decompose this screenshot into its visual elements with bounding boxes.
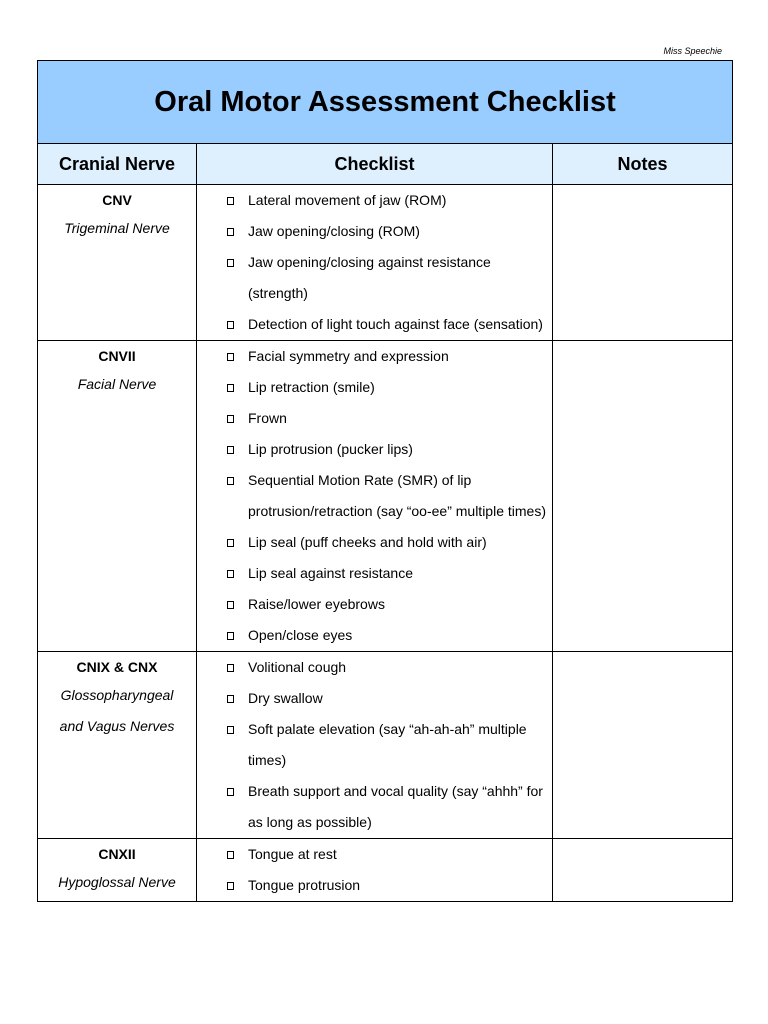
column-header-cranial-nerve: Cranial Nerve [38, 144, 197, 185]
checklist-item [224, 372, 546, 403]
checklist-item [224, 185, 546, 216]
checklist-item [224, 558, 546, 589]
nerve-row [38, 652, 733, 839]
notes-cell[interactable] [553, 652, 733, 839]
checklist-item [224, 839, 546, 870]
checkbox[interactable] [227, 539, 234, 547]
checklist-item-label: Detection of light touch against face (sensation) [248, 316, 543, 332]
checklist-item-label: Lateral movement of jaw (ROM) [248, 192, 447, 208]
checkbox[interactable] [227, 851, 234, 859]
checklist-cell [197, 839, 553, 902]
checklist-item [224, 247, 546, 309]
checkbox[interactable] [227, 726, 234, 734]
column-header-notes: Notes [553, 144, 733, 185]
nerve-code: CNXII [98, 846, 136, 862]
checklist-item [224, 341, 546, 372]
checklist [197, 652, 552, 838]
checklist-item-label: Lip protrusion (pucker lips) [248, 441, 413, 457]
checkbox[interactable] [227, 228, 234, 236]
nerve-name: Glossopharyngeal [60, 687, 174, 703]
checklist-item-label: Jaw opening/closing against resistance (strength) [248, 254, 491, 301]
checkbox[interactable] [227, 477, 234, 485]
checklist-item-label: Tongue at rest [248, 846, 337, 862]
notes-cell[interactable] [553, 185, 733, 341]
checklist-cell [197, 652, 553, 839]
nerve-rows [38, 185, 733, 902]
checkbox[interactable] [227, 384, 234, 392]
checkbox[interactable] [227, 446, 234, 454]
checklist [197, 185, 552, 340]
checkbox[interactable] [227, 788, 234, 796]
checklist-item-label: Volitional cough [248, 659, 347, 675]
nerve-name: Facial Nerve [77, 376, 157, 392]
checklist-item-label: Raise/lower eyebrows [248, 596, 385, 612]
checklist-item [224, 527, 546, 558]
checklist [197, 341, 552, 651]
checkbox[interactable] [227, 353, 234, 361]
checklist-item [224, 434, 546, 465]
checklist-item [224, 776, 546, 838]
nerve-name: Trigeminal Nerve [64, 220, 170, 236]
checklist-item-label: Open/close eyes [248, 627, 353, 643]
checklist-item [224, 465, 546, 527]
checklist-item [224, 589, 546, 620]
checklist-item-label: Sequential Motion Rate (SMR) of lip protrusion/retraction (say “oo-ee” multiple times) [248, 472, 546, 519]
nerve-row [38, 185, 733, 341]
nerve-code: CNVII [98, 348, 136, 364]
nerve-cell [38, 185, 197, 341]
checklist-item [224, 652, 546, 683]
checkbox[interactable] [227, 259, 234, 267]
nerve-row [38, 341, 733, 652]
checklist-item [224, 714, 546, 776]
nerve-cell [38, 652, 197, 839]
assessment-table [37, 60, 733, 902]
checklist-item-label: Lip seal (puff cheeks and hold with air) [248, 534, 487, 550]
checklist-item-label: Tongue protrusion [248, 877, 361, 893]
notes-cell[interactable] [553, 341, 733, 652]
checklist-item [224, 216, 546, 247]
nerve-name: and Vagus Nerves [59, 718, 175, 734]
checklist-item [224, 309, 546, 340]
page-title: Oral Motor Assessment Checklist [38, 61, 733, 144]
checklist [197, 839, 552, 901]
checklist-item-label: Frown [248, 410, 287, 426]
notes-cell[interactable] [553, 839, 733, 902]
nerve-code: CNIX & CNX [76, 659, 158, 675]
checklist-item-label: Facial symmetry and expression [248, 348, 449, 364]
nerve-row [38, 839, 733, 902]
nerve-code: CNV [102, 192, 132, 208]
nerve-cell [38, 341, 197, 652]
checklist-item [224, 403, 546, 434]
nerve-name: Hypoglossal Nerve [58, 874, 176, 890]
column-header-checklist: Checklist [197, 144, 553, 185]
checkbox[interactable] [227, 664, 234, 672]
checkbox[interactable] [227, 321, 234, 329]
checklist-item [224, 683, 546, 714]
checklist-cell [197, 185, 553, 341]
checklist-item-label: Lip retraction (smile) [248, 379, 375, 395]
checkbox[interactable] [227, 882, 234, 890]
checkbox[interactable] [227, 601, 234, 609]
checklist-item-label: Lip seal against resistance [248, 565, 413, 581]
checkbox[interactable] [227, 197, 234, 205]
checklist-cell [197, 341, 553, 652]
checklist-item-label: Dry swallow [248, 690, 323, 706]
checklist-item [224, 870, 546, 901]
checklist-item [224, 620, 546, 651]
checklist-item-label: Soft palate elevation (say “ah-ah-ah” multiple times) [248, 721, 527, 768]
nerve-cell [38, 839, 197, 902]
checkbox[interactable] [227, 415, 234, 423]
checkbox[interactable] [227, 632, 234, 640]
checklist-item-label: Breath support and vocal quality (say “ahhh” for as long as possible) [248, 783, 543, 830]
checkbox[interactable] [227, 570, 234, 578]
author-credit: Miss Speechie [663, 46, 722, 56]
checkbox[interactable] [227, 695, 234, 703]
checklist-item-label: Jaw opening/closing (ROM) [248, 223, 420, 239]
